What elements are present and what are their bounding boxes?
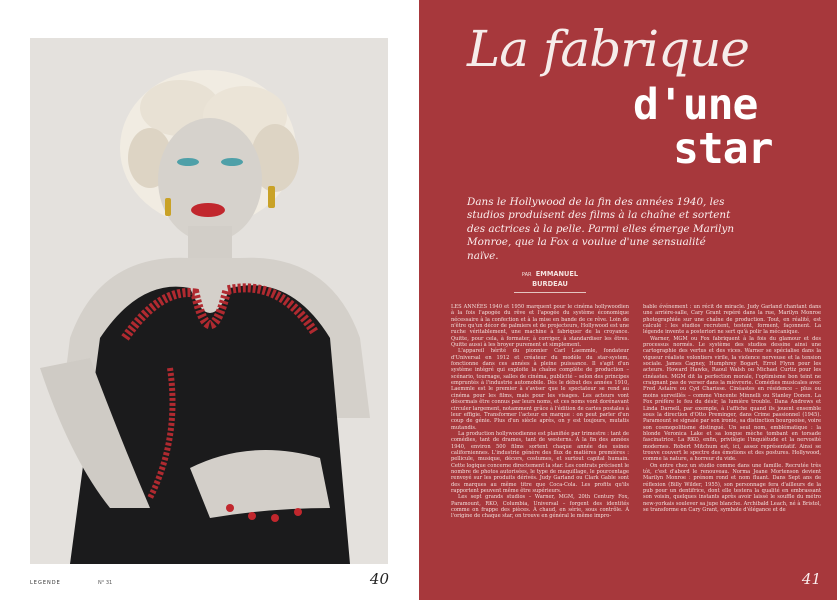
marilyn-monroe-photo	[30, 38, 388, 564]
paragraph: bable événement : un récit de miracle. Judy Garland chantant dans une arrière-salle, Cary Grant repéré dans la rue, Marilyn Monroe photographiée sur une chaîne de production. Tout, en réalité, est calculé : les studios recrutent, testent, forment, façonnent. La légende invente a posteriori ne sert qu'à polir la mécanique.	[643, 304, 821, 336]
magazine-name: LEGENDE	[30, 580, 61, 586]
portrait-illustration	[30, 38, 388, 564]
paragraph: Les sept grands studios – Warner, MGM, 20th Century Fox, Paramount, RKO, Columbia, Universal – forgent des identités comme on frappe des pièces. À chaud, en série, sous contrôle. À l'origine de chaque star, on trouve en général le même impro-	[451, 494, 629, 520]
page-number-left: 40	[369, 570, 389, 588]
paragraph: Warner, MGM ou Fox fabriquent à la fois du glamour et des processus normés. Le système des studios dessine ainsi une cartographie des vertus et des vices. Warner se spécialise dans la vigueur réaliste volontiers virile, la violence nerveuse et la tension sociale. James Cagney, Humphrey Bogart, Errol Flynn pour les acteurs. Howard Hawks, Raoul Walsh ou Michael Curtiz pour les cinéastes. MGM dit la perfection morale, l'optimisme bon teint ne craignant pas de verser dans la mièvrerie. Comédies musicales avec Fred Astaire ou Cyd Charisse. Cinéastes en résidence – plus ou moins surveillés – comme Vincente Minnelli ou Stanley Donen. La Fox préfère le feu du désir, la lumière trouble. Dana Andrews et Linda Darnell, par exemple, à l'affiche quand ils jouent ensemble sous la direction d'Otto Preminger, dans Crime passionnel (1945). Paramount se signale par son ironie, sa distinction bourgeoise, voire son cosmopolitisme distingué. Un seul nom, emblématique : la blonde Veronica Lake et sa longue mèche tombant en torsade fascinatrice. La RKO, enfin, privilégie l'inquiétude et la nervosité modernes. Robert Mitchum est, ici, assez représentatif. Ainsi se trouve couvert le spectre des émotions et des postures. Hollywood, comme la nature, a horreur du vide.	[643, 335, 821, 463]
byline-prefix: PAR	[521, 272, 532, 278]
paragraph: La production hollywoodienne est planifiée par trimestre : tant de comédies, tant de drames, tant de westerns. À la fin des années 1940, environ 500 films sortent chaque année des usines californiennes. L'industrie génère des flux de matières premières : pellicule, musique, décors, costumes, et surtout capital humain. Cette logique concerne directement la star. Les contrats précisent le nombre de photos autorisées, le type de maquillage, le pourcentage renvoyé sur les produits dérivés. Judy Garland ou Clark Gable sont des marques au même titre que Coca-Cola. Les profits qu'ils rapportent peuvent même être supérieurs.	[451, 430, 629, 494]
byline-author: EMMANUEL BURDEAU	[532, 270, 579, 288]
byline-rule	[514, 292, 586, 293]
issue-number: N° 31	[98, 580, 113, 586]
paragraph: LES ANNÉES 1940 et 1950 marquent pour le cinéma hollywoodien à la fois l'apogée du rêve et l'apogée du système économique nécessaire à la confection et à la mise en bande de ce rêve. Loin de n'être qu'un décor de palmiers et de projecteurs, Hollywood est une ruche véritablement, une machine à fabriquer de la croyance. Quitte, pour cela, à formater, à corriger, à standardiser les êtres. Quitte aussi à les broyer purement et simplement.	[451, 304, 629, 349]
byline	[514, 270, 586, 289]
right-page	[419, 0, 837, 600]
paragraph: On entre chez un studio comme dans une famille. Recrutée très tôt, c'est d'abord le renouveau. Norma Jeane Mortenson devient Marilyn Monroe : prénom rond et nom fluant. Dans Sept ans de réflexion (Billy Wilder, 1955), son personnage fera d'ailleurs de la pub pour un dentifrice, dont elle testera la qualité en embrassant son voisin, quelques instants après avoir laissé le souffle du métro new-yorkais soulever sa jupe blanche. Archibald Leach, né à Bristol, se transforme en Cary Grant, symbole d'élégance et de	[643, 462, 821, 513]
intro-paragraph: Dans le Hollywood de la fin des années 1940, les studios produisent des films à la chaîne et sortent des actrices à la pelle. Parmi elles émerge Marilyn Monroe, que la Fox a voulue d'une sensualité naïve.	[467, 196, 735, 262]
title-line-1: La fabrique	[467, 20, 749, 78]
body-column-2	[643, 304, 821, 513]
left-footer	[30, 570, 389, 586]
title-line-3: star	[673, 124, 773, 174]
body-column-1	[451, 304, 629, 520]
paragraph: L'appareil hérité du pionnier Carl Laemmle, fondateur d'Universal en 1912 et créateur du modèle du star-system, fonctionne dans ces années à pleine puissance. Il s'agit d'un système intégré qui exploite la chaîne complète de production – scénario, tournage, salles de cinéma, publicité – selon des principes empruntés à l'industrie automobile. Dès le début des années 1910, Laemmle est le premier à s'aviser que le spectateur se rend au cinéma pour les films, mais pour les visages. Les acteurs vont désormais être connus par leurs noms, et ces noms vont dorénavant circuler largement, notamment grâce à l'édition de cartes postales à leur effigie. Transformer l'acteur en marque : on peut parler d'un coup de génie. Plus d'un siècle après, on y est toujours, mutatis mutandis.	[451, 348, 629, 431]
title-line-2: d'une	[633, 80, 758, 130]
page-number-right: 41	[801, 570, 821, 588]
